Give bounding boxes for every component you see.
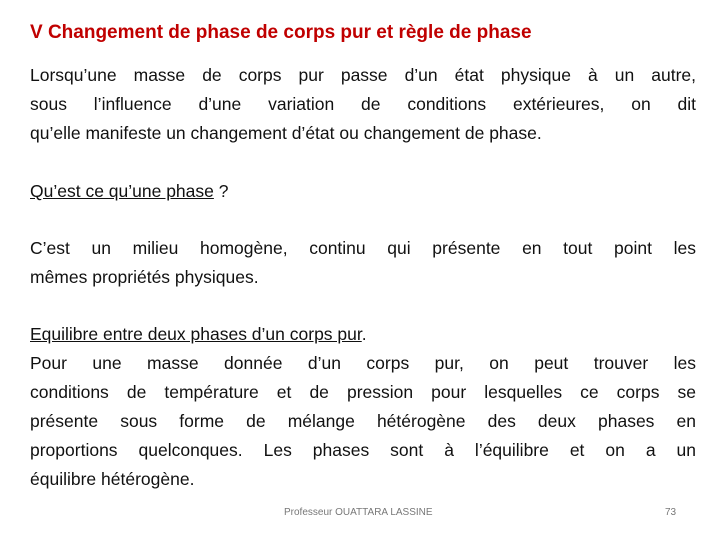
equilibrium-heading: Equilibre entre deux phases d’un corps pur (30, 324, 362, 344)
text-line: mêmes propriétés physiques. (30, 267, 259, 287)
text-line: qu’elle manifeste un changement d’état ou changement de phase. (30, 123, 542, 143)
text-line: présente sous forme de mélange hétérogène des deux phases en (30, 411, 696, 431)
text-line: C’est un milieu homogène, continu qui présente en tout point les (30, 238, 696, 258)
question-suffix: ? (213, 181, 229, 201)
footer-author: Professeur OUATTARA LASSINE (284, 507, 433, 518)
equilibrium-heading-suffix: . (361, 324, 367, 344)
question-underlined: Qu’est ce qu’une phase (30, 181, 214, 201)
equilibrium-section (30, 320, 696, 494)
text-line: sous l’influence d’une variation de conditions extérieures, on dit (30, 94, 696, 114)
slide-title: V Changement de phase de corps pur et règle de phase (30, 22, 532, 43)
question-heading (30, 177, 696, 206)
text-line: conditions de température et de pression pour lesquelles ce corps se (30, 382, 696, 402)
definition-paragraph (30, 234, 696, 292)
text-line: équilibre hétérogène. (30, 469, 195, 489)
page-number: 73 (665, 507, 677, 518)
text-line: proportions quelconques. Les phases sont à l’équilibre et on a un (30, 440, 696, 460)
text-line: Pour une masse donnée d’un corps pur, on peut trouver les (30, 353, 696, 373)
text-line: Lorsqu’une masse de corps pur passe d’un état physique à un autre, (30, 65, 696, 85)
intro-paragraph (30, 61, 696, 148)
